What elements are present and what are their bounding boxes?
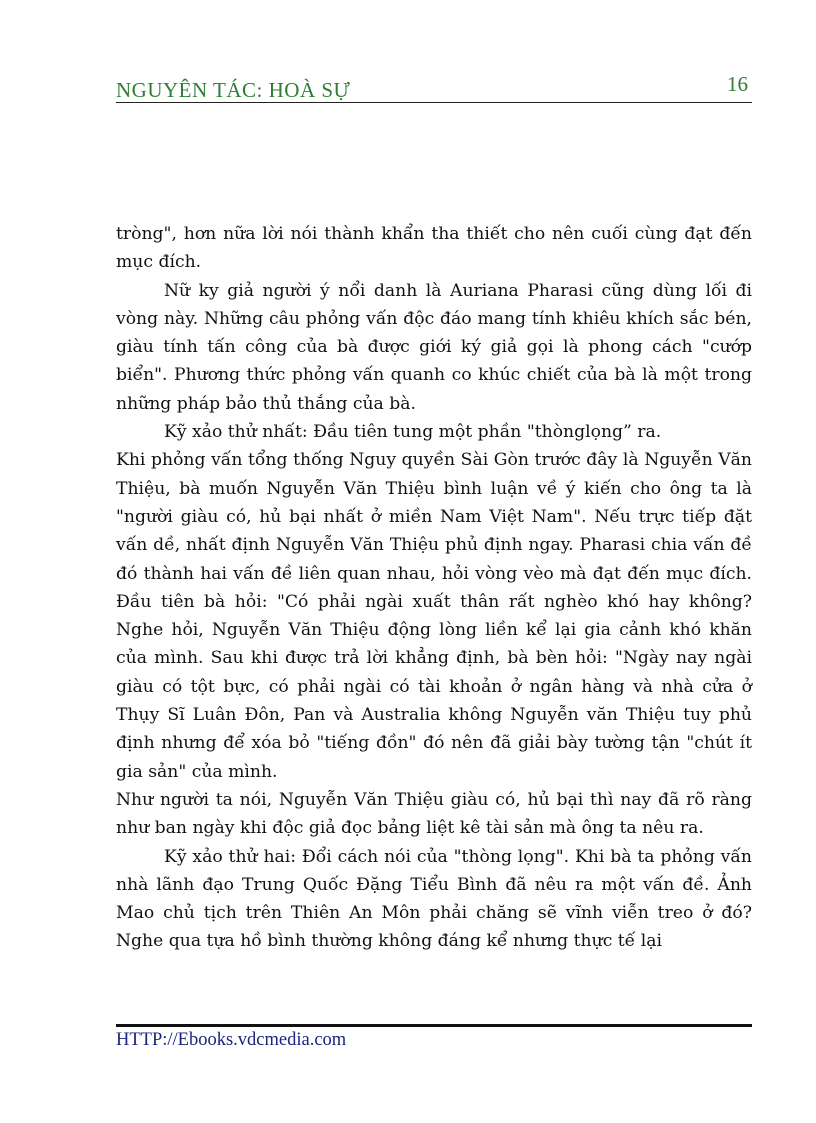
footer-divider	[116, 1024, 752, 1027]
paragraph-2: Nữ ky giả người ý nổi danh là Auriana Pharasi cũng dùng lối đi vòng này. Những câu phỏng vấn độc đáo mang tính khiêu khích sắc bén, giàu tính tấn công của bà được giới ký giả gọi là phong cách "cướp biển". Phương thức phỏng vấn quanh co khúc chiết của bà là một trong những pháp bảo thủ thắng của bà.	[116, 280, 752, 414]
paragraph-1: tròng", hơn nữa lời nói thành khẩn tha thiết cho nên cuối cùng đạt đến mục đích.	[116, 224, 752, 273]
page-content	[116, 220, 752, 956]
header-divider	[116, 102, 752, 103]
paragraph-6: Kỹ xảo thử hai: Đổi cách nói của "thòng lọng". Khi bà ta phỏng vấn nhà lãnh đạo Trung Quốc Đặng Tiểu Bình đã nêu ra một vấn đề. Ảnh Mao chủ tịch trên Thiên An Môn phải chăng sẽ vĩnh viễn treo ở đó? Nghe qua tựa hồ bình thường không đáng kể nhưng thực tế lại	[116, 846, 752, 952]
page-number: 16	[727, 72, 748, 96]
footer-link[interactable]: HTTP://Ebooks.vdcmedia.com	[116, 1030, 347, 1050]
paragraph-5: Như người ta nói, Nguyễn Văn Thiệu giàu có, hủ bại thì nay đã rõ ràng như ban ngày khi độc giả đọc bảng liệt kê tài sản mà ông ta nêu ra.	[116, 789, 752, 839]
paragraph-4: Khi phỏng vấn tổng thống Nguy quyền Sài Gòn trước đây là Nguyễn Văn Thiệu, bà muốn Nguyễn Văn Thiệu bình luận về ý kiến cho ông ta là "người giàu có, hủ bại nhất ở miền Nam Việt Nam". Nếu trực tiếp đặt vấn dề, nhất định Nguyễn Văn Thiệu phủ định ngay. Pharasi chia vấn đề đó thành hai vấn đề liên quan nhau, hỏi vòng vèo mà đạt đến mục đích. Đầu tiên bà hỏi: "Có phải ngài xuất thân rất nghèo khó hay không? Nghe hỏi, Nguyễn Văn Thiệu động lòng liền kể lại gia cảnh khó khăn của mình. Sau khi được trả lời khẳng định, bà bèn hỏi: "Ngày nay ngài giàu có tột bực, có phải ngài có tài khoản ở ngân hàng và nhà cửa ở Thụy Sĩ Luân Đôn, Pan và Australia không Nguyễn văn Thiệu tuy phủ định nhưng để xóa bỏ "tiếng đồn" đó nên đã giải bày tường tận "chút ít gia sản" của mình.	[116, 450, 752, 782]
paragraph-3: Kỹ xảo thử nhất: Đầu tiên tung một phần "thònglọng” ra.	[164, 422, 662, 443]
page-header	[116, 72, 752, 102]
book-title: NGUYÊN TÁC: HOÀ SỰ	[116, 78, 351, 102]
